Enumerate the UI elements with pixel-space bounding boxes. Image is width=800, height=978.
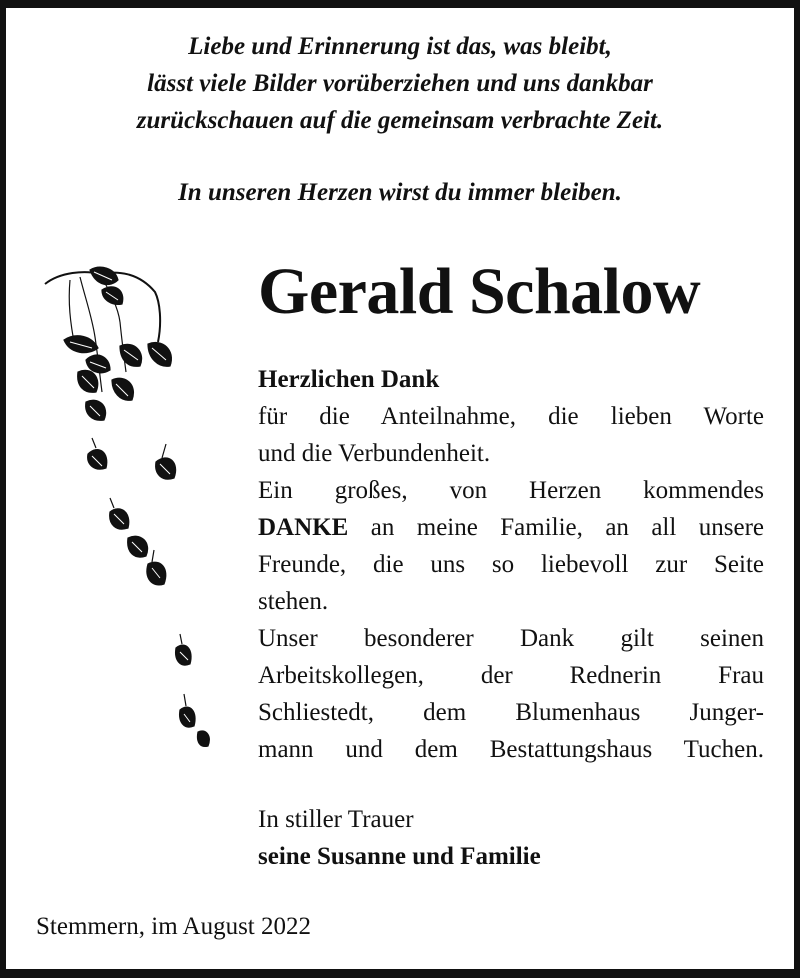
deceased-name: Gerald Schalow — [258, 255, 701, 328]
verse-line: zurückschauen auf die gemeinsam verbrachte Zeit. — [136, 107, 664, 134]
place-date: Stemmern, im August 2022 — [36, 913, 311, 940]
thanks-line: mann und dem Bestattungshaus Tuchen. — [258, 736, 764, 763]
thanks-line: Schliestedt, dem Blumenhaus Junger- — [258, 699, 764, 726]
thanks-line: für die Anteilnahme, die lieben Worte — [258, 403, 764, 430]
signature: seine Susanne und Familie — [258, 843, 541, 870]
thanks-line-danke — [258, 509, 764, 546]
thanks-line: und die Verbundenheit. — [258, 440, 491, 467]
verse-closing-line: In unseren Herzen wirst du immer bleiben. — [178, 179, 622, 206]
birch-leaves-icon — [40, 262, 210, 762]
thanks-line: Unser besonderer Dank gilt seinen — [258, 625, 764, 652]
thanks-text — [258, 361, 764, 768]
signoff-line: In stiller Trauer — [258, 806, 414, 833]
verse-line: lässt viele Bilder vorüberziehen und uns dankbar — [147, 70, 653, 97]
thanks-line: Ein großes, von Herzen kommendes — [258, 477, 764, 504]
thanks-heading: Herzlichen Dank — [258, 366, 440, 393]
danke-word: DANKE — [258, 514, 349, 541]
verse-closing — [0, 174, 800, 211]
memorial-verse — [0, 28, 800, 139]
thanks-line-rest: an meine Familie, an all unsere — [348, 514, 764, 541]
signoff — [258, 801, 541, 875]
verse-line: Liebe und Erinnerung ist das, was bleibt, — [188, 33, 612, 60]
thanks-line: stehen. — [258, 588, 329, 615]
thanks-line: Arbeitskollegen, der Rednerin Frau — [258, 662, 764, 689]
thanks-line: Freunde, die uns so liebevoll zur Seite — [258, 551, 764, 578]
